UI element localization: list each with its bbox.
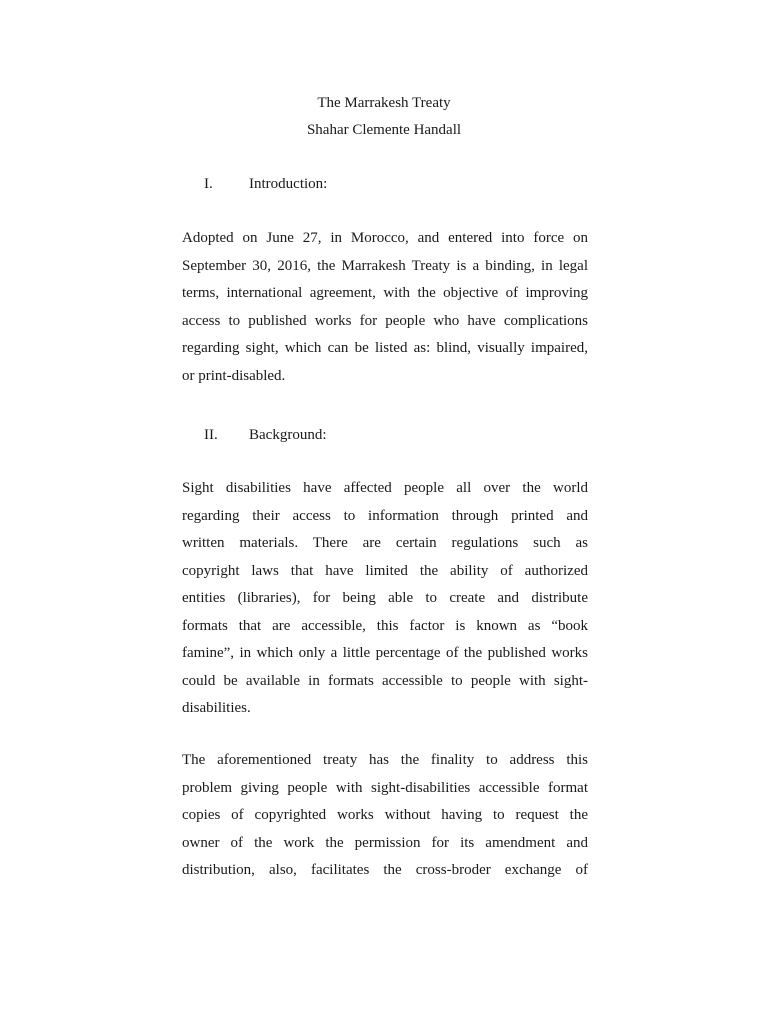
section-title: Background: bbox=[249, 427, 327, 443]
text-line: regarding sight, which can be listed as: blind, visually impaired, bbox=[182, 340, 588, 356]
text-line: distribution, also, facilitates the cross-broder exchange of bbox=[182, 862, 588, 878]
text-line: Sight disabilities have affected people all over the world bbox=[182, 480, 588, 496]
section-title: Introduction: bbox=[249, 176, 328, 192]
document-author: Shahar Clemente Handall bbox=[306, 122, 462, 138]
section-number: I. bbox=[204, 176, 213, 192]
text-line: terms, international agreement, with the objective of improving bbox=[182, 285, 588, 301]
text-line: regarding their access to information through printed and bbox=[182, 507, 588, 524]
text-line: written materials. There are certain regulations such as bbox=[182, 535, 588, 551]
text-line: copies of copyrighted works without having to request the bbox=[182, 807, 588, 823]
paragraph-background bbox=[182, 478, 588, 726]
text-line: problem giving people with sight-disabilities accessible format bbox=[182, 779, 588, 796]
text-line: access to published works for people who have complications bbox=[182, 312, 588, 329]
text-line: formats that are accessible, this factor is known as “book bbox=[182, 617, 588, 634]
text-line: The aforementioned treaty has the finality to address this bbox=[182, 752, 588, 768]
text-line: entities (libraries), for being able to create and distribute bbox=[182, 590, 588, 606]
paragraph-treaty-purpose bbox=[182, 750, 588, 888]
text-line: copyright laws that have limited the ability of authorized bbox=[182, 562, 588, 579]
paragraph-introduction bbox=[182, 228, 588, 393]
text-line: could be available in formats accessible to people with sight- bbox=[182, 672, 588, 689]
text-line: disabilities. bbox=[182, 700, 251, 716]
document-title: The Marrakesh Treaty bbox=[317, 95, 451, 111]
text-line: owner of the work the permission for its amendment and bbox=[182, 834, 588, 851]
section-number: II. bbox=[204, 427, 218, 443]
text-line: Adopted on June 27, in Morocco, and entered into force on bbox=[182, 230, 588, 246]
text-line: or print-disabled. bbox=[182, 367, 286, 384]
text-line: famine”, in which only a little percentage of the published works bbox=[182, 645, 588, 661]
text-line: September 30, 2016, the Marrakesh Treaty is a binding, in legal bbox=[182, 257, 588, 274]
